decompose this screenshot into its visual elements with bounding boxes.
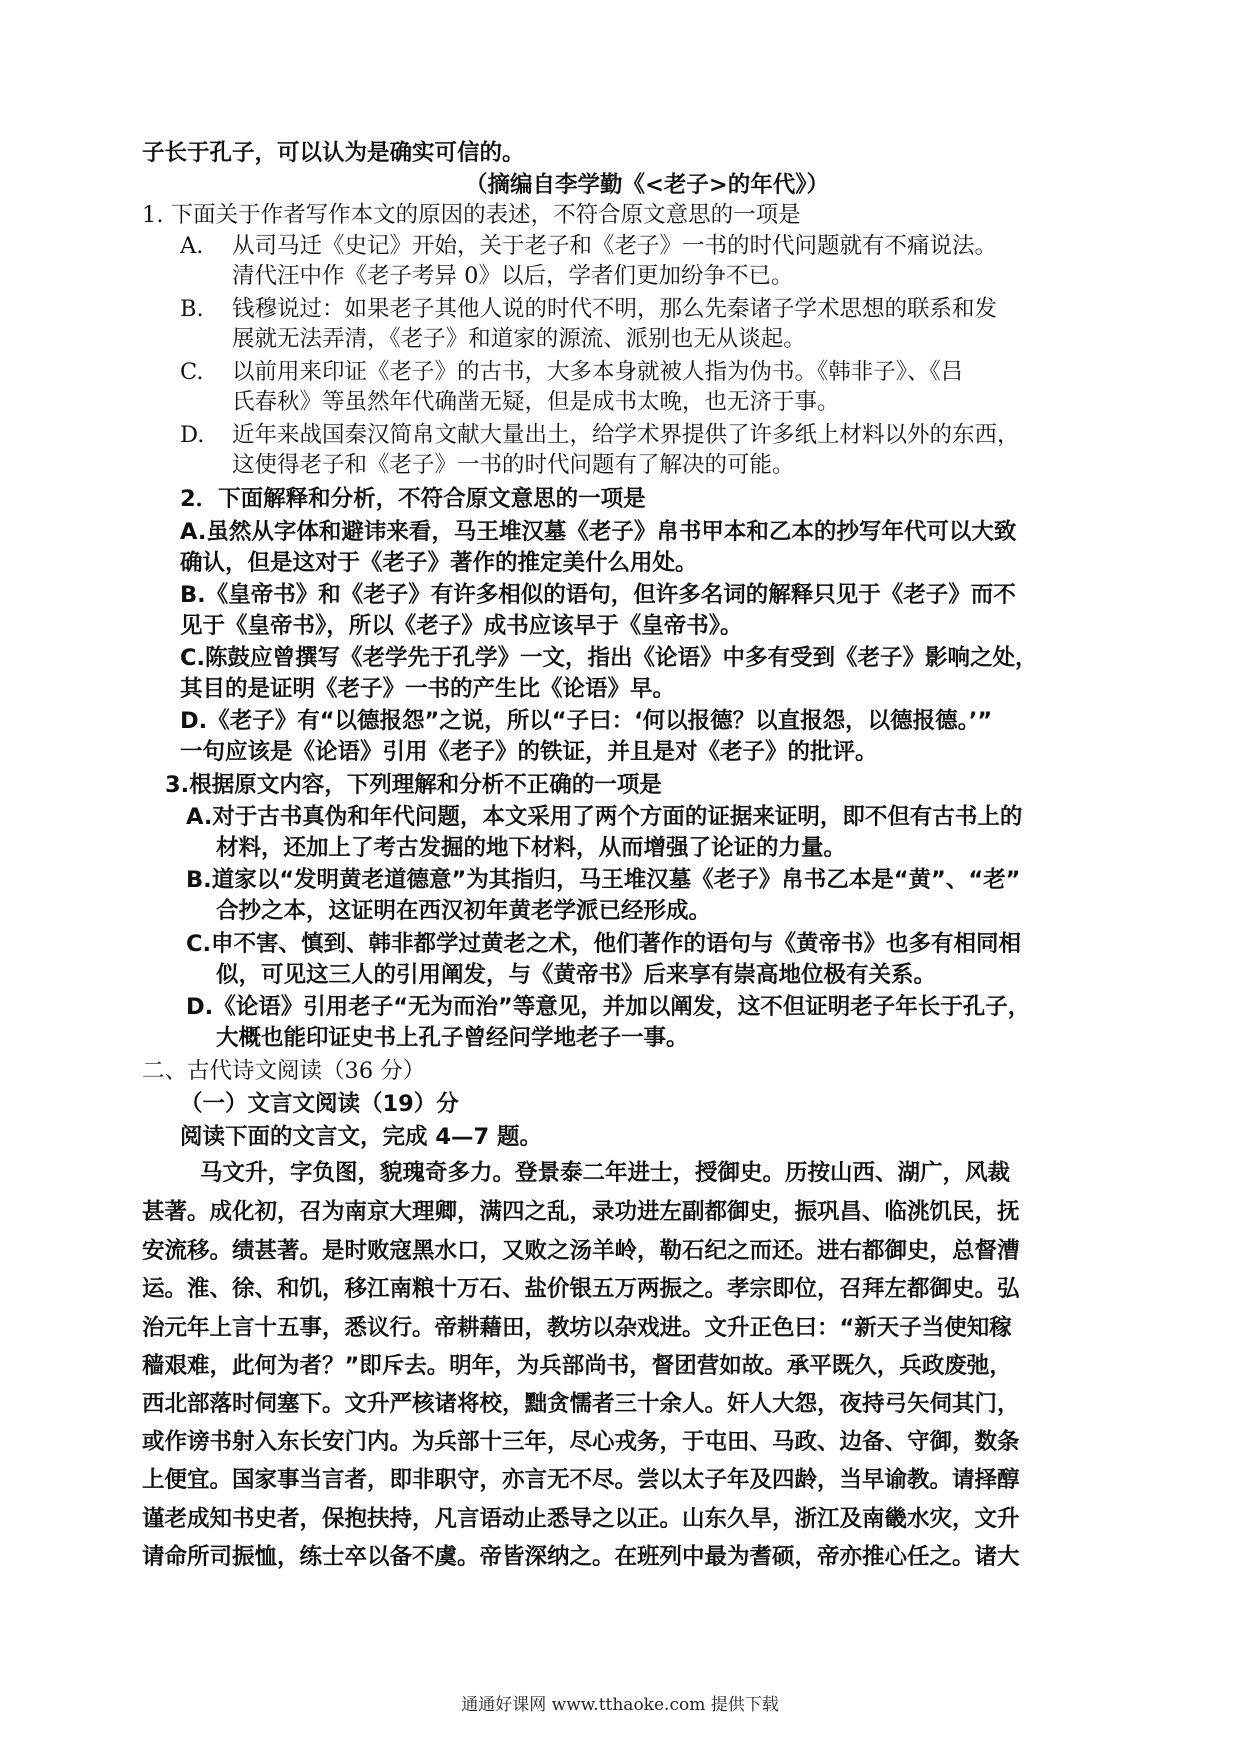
q3-option-c-line2: 似，可见这三人的引用阐发，与《黄帝书》后来享有崇高地位极有关系。 <box>216 962 937 988</box>
q2-option-b-line1: B.《皇帝书》和《老子》有许多相似的语句，但许多名词的解释只见于《老子》而不 <box>180 582 1016 608</box>
q1-option-c-label: C. <box>180 359 204 385</box>
q1-option-b-line1: 钱穆说过：如果老子其他人说的时代不明，那么先秦诸子学术思想的联系和发 <box>232 296 998 322</box>
passage-line: 上便宜。国家事当言者，即非职守，亦言无不尽。尝以太子年及四龄，当早谕教。请择醇 <box>142 1467 1020 1493</box>
q3-stem: 3.根据原文内容，下列理解和分析不正确的一项是 <box>165 772 662 798</box>
passage-line: 治元年上言十五事，悉议行。帝耕藉田，教坊以杂戏进。文升正色曰：“新天子当使知稼 <box>142 1315 1012 1341</box>
passage-line: 运。淮、徐、和饥，移江南粮十万石、盐价银五万两振之。孝宗即位，召拜左都御史。弘 <box>142 1276 1020 1302</box>
section-2-title: 二、古代诗文阅读（36 分） <box>142 1058 426 1084</box>
passage-line: 穑艰难，此何为者？”即斥去。明年，为兵部尚书，督团营如故。承平既久，兵政废弛， <box>142 1353 1012 1379</box>
q2-option-a-line1: A.虽然从字体和避讳来看，马王堆汉墓《老子》帛书甲本和乙本的抄写年代可以大致 <box>180 519 1017 545</box>
q1-option-b-line2: 展就无法弄清，《老子》和道家的源流、派别也无从谈起。 <box>232 326 806 352</box>
q2-option-c-line1: C.陈鼓应曾撰写《老学先于孔学》一文，指出《论语》中多有受到《老子》影响之处， <box>180 645 1038 671</box>
q3-option-b-line1: B.道家以“发明黄老道德意”为其指归，马王堆汉墓《老子》帛书乙本是“黄”、“老” <box>186 867 1021 893</box>
section-2-subtitle: （一）文言文阅读（19）分 <box>180 1091 459 1117</box>
q1-option-b-label: B. <box>180 296 204 322</box>
q2-option-a-line2: 确认，但是这对于《老子》著作的推定美什么用处。 <box>180 550 698 576</box>
q2-stem: 2．下面解释和分析，不符合原文意思的一项是 <box>180 486 646 512</box>
q3-option-d-line2: 大概也能印证史书上孔子曾经问学地老子一事。 <box>216 1025 689 1051</box>
q3-option-c-line1: C.申不害、慎到、韩非都学过黄老之术，他们著作的语句与《黄帝书》也多有相同相 <box>186 931 1022 957</box>
q1-option-a-line2: 清代汪中作《老子考异 0》以后，学者们更加纷争不已。 <box>232 263 794 289</box>
q3-option-a-line2: 材料，还加上了考古发掘的地下材料，从而增强了论证的力量。 <box>216 835 847 861</box>
passage-line: 马文升，字负图，貌瑰奇多力。登景泰二年进士，授御史。历按山西、湖广，风裁 <box>200 1160 1011 1186</box>
q1-option-d-line2: 这使得老子和《老子》一书的时代问题有了解决的可能。 <box>232 452 795 478</box>
q3-option-d-line1: D.《论语》引用老子“无为而治”等意见，并加以阐发，这不但证明老子年长于孔子， <box>186 994 1031 1020</box>
passage-line: 谨老成知书史者，保抱扶持，凡言语动止悉导之以正。山东久旱，浙江及南畿水灾，文升 <box>142 1506 1020 1532</box>
q3-option-a-line1: A.对于古书真伪和年代问题，本文采用了两个方面的证据来证明，即不但有古书上的 <box>186 804 1023 830</box>
reading-instruction: 阅读下面的文言文，完成 4—7 题。 <box>180 1124 542 1150</box>
q2-option-b-line2: 见于《皇帝书》，所以《老子》成书应该早于《皇帝书》。 <box>180 613 743 639</box>
q2-option-d-line1: D.《老子》有“以德报怨”之说，所以“子曰：‘何以报德？以直报怨，以德报德。’” <box>180 708 993 734</box>
q1-option-a-label: A. <box>180 233 204 259</box>
passage-line: 安流移。绩甚著。是时败寇黑水口，又败之汤羊岭，勒石纪之而还。进右都御史，总督漕 <box>142 1238 1020 1264</box>
q1-stem: 1. 下面关于作者写作本文的原因的表述，不符合原文意思的一项是 <box>142 202 801 228</box>
continuation-line: 子长于孔子，可以认为是确实可信的。 <box>142 140 525 166</box>
q1-option-c-line1: 以前用来印证《老子》的古书，大多本身就被人指为伪书。《韩非子》、《吕 <box>232 359 964 385</box>
q1-option-d-line1: 近年来战国秦汉简帛文献大量出土，给学术界提供了许多纸上材料以外的东西， <box>232 422 1020 448</box>
source-citation: （摘编自李学勤《<老子>的年代》） <box>465 172 829 198</box>
q1-option-c-line2: 氏春秋》等虽然年代确凿无疑，但是成书太晚，也无济于事。 <box>232 389 840 415</box>
q1-option-a-line1: 从司马迁《史记》开始，关于老子和《老子》一书的时代问题就有不痛说法。 <box>232 233 998 259</box>
q3-option-b-line2: 合抄之本，这证明在西汉初年黄老学派已经形成。 <box>216 898 712 924</box>
passage-line: 或作谤书射入东长安门内。为兵部十三年，尽心戎务，于屯田、马政、边备、守御，数条 <box>142 1429 1020 1455</box>
passage-line: 西北部落时伺塞下。文升严核诸将校，黜贪懦者三十余人。奸人大怨，夜持弓矢伺其门， <box>142 1391 1020 1417</box>
q2-option-c-line2: 其目的是证明《老子》一书的产生比《论语》早。 <box>180 676 676 702</box>
page-footer: 通通好课网 www.tthaoke.com 提供下载 <box>461 1695 779 1715</box>
passage-line: 甚著。成化初，召为南京大理卿，满四之乱，录功进左副都御史，振巩昌、临洮饥民，抚 <box>142 1199 1020 1225</box>
q2-option-d-line2: 一句应该是《论语》引用《老子》的铁证，并且是对《老子》的批评。 <box>180 739 878 765</box>
q1-option-d-label: D. <box>180 422 205 448</box>
passage-line: 请命所司振恤，练士卒以备不虞。帝皆深纳之。在班列中最为耆硕，帝亦推心任之。诸大 <box>142 1544 1020 1570</box>
